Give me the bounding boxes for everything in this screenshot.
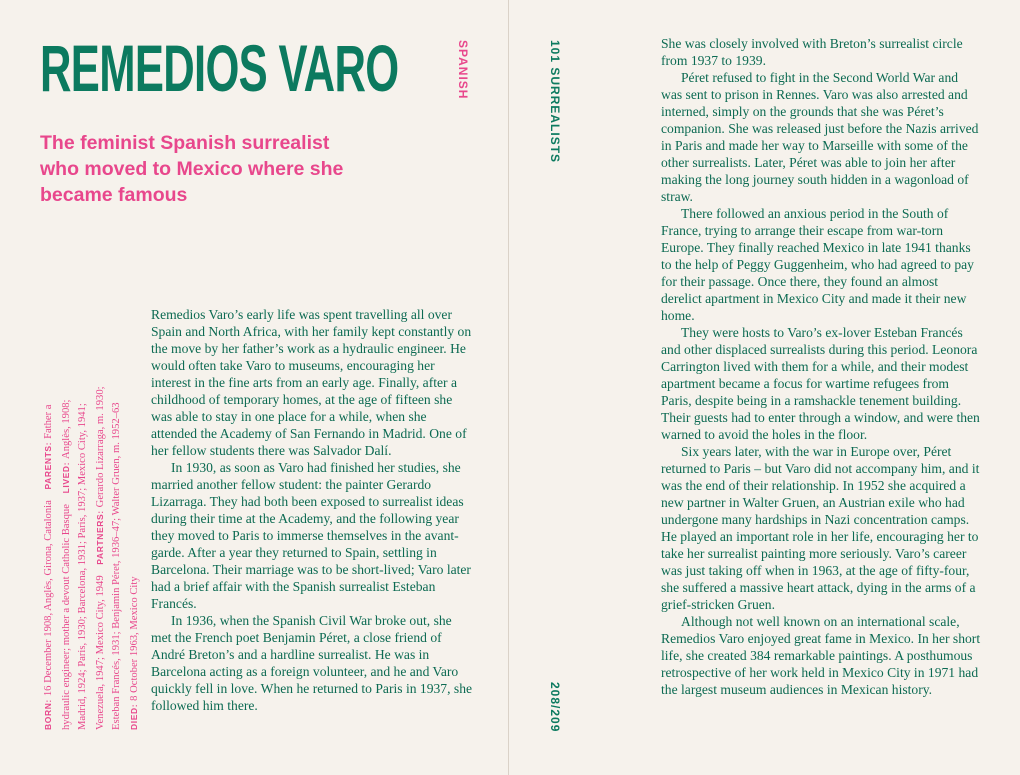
paragraph: Remedios Varo’s early life was spent travelling all over Spain and North Africa, with her family kept constantly on the move by her father’s work as a hydraulic engineer. He would often take Varo to museums, encouraging her interest in the fine arts from an early age. Finally, after a childhood of temporary homes, at the age of fifteen she was able to stay in one place for a while, when she attended the Academy of San Fernando in Madrid. One of her fellow students there was Salvador Dalí. <box>151 307 472 458</box>
left-page <box>0 0 509 775</box>
fact-died <box>129 576 140 730</box>
page-subtitle: The feminist Spanish surrealist who moved to Mexico where she became famous <box>40 132 344 206</box>
paragraph: She was closely involved with Breton’s surrealist circle from 1937 to 1939. <box>661 36 963 68</box>
paragraph: There followed an anxious period in the South of France, trying to arrange their escape from war-torn Europe. They finally reached Mexico in late 1941 thanks to the help of Peggy Guggenheim, who had agreed to pay for their passage. Once there, they found an almost derelict apartment in Mexico City and made it their new home. <box>661 206 974 323</box>
body-column-left <box>151 306 473 714</box>
running-head: 101 SURREALISTS <box>548 40 562 164</box>
fact-label: PARTNERS: <box>94 510 105 565</box>
paragraph: In 1936, when the Spanish Civil War broke out, she met the French poet Benjamin Péret, a close friend of André Breton’s and a hardline surrealist. He was in Barcelona acting as a foreign volunteer, and he and Varo quickly fell in love. When he returned to Paris in 1937, she followed him there. <box>151 613 473 713</box>
fact-sidebar <box>40 370 140 730</box>
nationality-label: SPANISH <box>456 40 470 100</box>
paragraph: They were hosts to Varo’s ex-lover Esteban Francés and other displaced surrealists during this period. Leonora Carrington lived with them for a while, and their modest apartment became a focus for wartime refugees from Paris, despite being in a ramshackle tenement building. Their guests had to enter through a window, and were then warned to avoid the holes in the floor. <box>661 325 980 442</box>
page-number: 208/209 <box>548 682 562 733</box>
paragraph: Péret refused to fight in the Second World War and was sent to prison in Rennes. Varo was also arrested and interned, simply on the grounds that she was Péret’s companion. She was released just before the Nazis arrived in Paris and made her way to Marseille with some of the other surrealists. Later, Péret was able to join her after making the long journey south hidden in a wagonload of straw. <box>661 70 979 204</box>
paragraph: Six years later, with the war in Europe over, Péret returned to Paris – but Varo did not accompany him, and it was the end of their relationship. In 1952 she acquired a new partner in Walter Gruen, an Austrian exile who had undergone many hardships in Nazi concentration camps. He played an important role in her life, encouraging her to take her surrealist painting more seriously. Varo’s career was just taking off when in 1963, at the age of fifty-four, she suffered a massive heart attack, dying in the arms of a grief-stricken Gruen. <box>661 444 980 612</box>
body-column-right <box>661 35 981 698</box>
paragraph: Although not well known on an international scale, Remedios Varo enjoyed great fame in Mexico. In her short life, she created 384 remarkable paintings. A posthumous retrospective of her work held in Mexico City in 1971 had the largest museum audiences in Mexican history. <box>661 614 981 697</box>
fact-text: Anglès, 1908; Madrid, 1924; Paris, 1930; Barcelona, 1931; Paris, 1937; Mexico City, 1941; Venezuela, 1947; Mexico City, 1949 <box>60 399 106 730</box>
fact-label: PARENTS: <box>43 441 53 490</box>
fact-label: DIED: <box>128 703 139 730</box>
fact-text: Gerardo Lizarraga, m. 1930; Esteban Francés, 1931; Benjamin Péret, 1936–47; Walter Gruen, m. 1952–63 <box>94 386 122 730</box>
fact-text: Father a hydraulic engineer; mother a devout Catholic Basque <box>43 404 72 730</box>
page-title: REMEDIOS VARO <box>40 31 399 105</box>
fact-label: BORN: <box>43 699 53 730</box>
fact-born <box>43 500 54 730</box>
fact-text: 16 December 1908, Anglès, Girona, Catalonia <box>43 500 54 697</box>
paragraph: In 1930, as soon as Varo had finished her studies, she married another fellow student: the painter Gerardo Lizarraga. They had both been exposed to surrealist ideas during their time at the Academy, and the following year they moved to Paris to immerse themselves in the avant-garde. After a year they returned to Spain, settling in Barcelona. Their marriage was to be short-lived; Varo later had a brief affair with the Spanish surrealist Esteban Francés. <box>151 460 471 611</box>
fact-text: 8 October 1963, Mexico City <box>128 576 140 701</box>
fact-label: LIVED: <box>60 461 71 494</box>
